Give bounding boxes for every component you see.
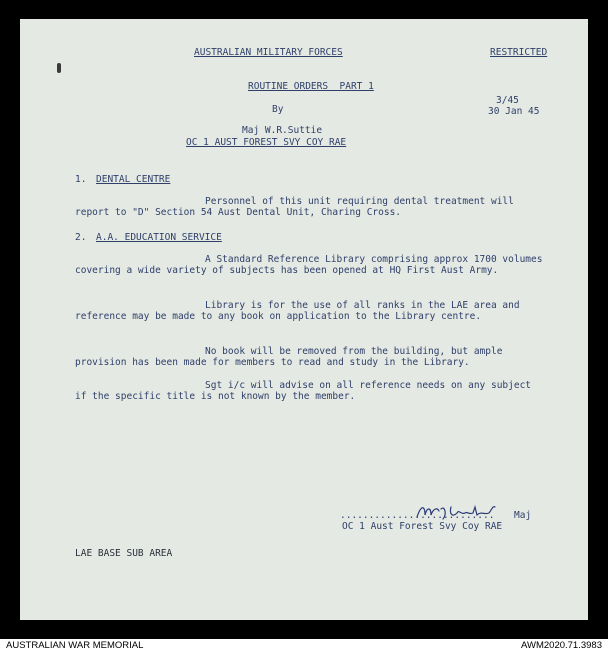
document-page bbox=[20, 19, 588, 620]
paragraph: A Standard Reference Library comprising approx 1700 volumes covering a wide variety of subjects has been opened at HQ First Aust Army. bbox=[75, 254, 543, 276]
paragraph: No book will be removed from the building, but ample provision has been made for members to read and study in the Library. bbox=[75, 346, 503, 368]
location-label: LAE BASE SUB AREA bbox=[75, 548, 173, 559]
paragraph: Library is for the use of all ranks in the LAE area and reference may be made to any book on application to the Library centre. bbox=[75, 300, 520, 322]
paragraph: Sgt i/c will advise on all reference needs on any subject if the specific title is not known by the member. bbox=[75, 380, 532, 402]
document-title: ROUTINE ORDERS PART 1 bbox=[248, 81, 374, 92]
signature-line: ........................... bbox=[340, 510, 495, 521]
officer-name: Maj W.R.Suttie bbox=[242, 125, 323, 136]
punch-hole bbox=[57, 63, 61, 73]
officer-unit: OC 1 AUST FOREST SVY COY RAE bbox=[186, 137, 347, 148]
org-header: AUSTRALIAN MILITARY FORCES bbox=[194, 47, 343, 58]
footer-credit: AUSTRALIAN WAR MEMORIAL bbox=[6, 640, 144, 651]
section-number: 1. bbox=[75, 174, 87, 185]
classification-label: RESTRICTED bbox=[490, 47, 548, 58]
footer-bar bbox=[0, 639, 608, 653]
signature-unit: OC 1 Aust Forest Svy Coy RAE bbox=[342, 521, 503, 532]
order-number: 3/45 bbox=[496, 95, 519, 106]
paragraph: Personnel of this unit requiring dental treatment will report to "D" Section 54 Aust Dental Unit, Charing Cross. bbox=[75, 196, 514, 218]
section-heading: DENTAL CENTRE bbox=[96, 174, 171, 185]
footer-accession-number: AWM2020.71.3983 bbox=[521, 640, 602, 651]
order-date: 30 Jan 45 bbox=[488, 106, 540, 117]
section-heading: A.A. EDUCATION SERVICE bbox=[96, 232, 222, 243]
section-number: 2. bbox=[75, 232, 87, 243]
by-label: By bbox=[272, 104, 284, 115]
signature-rank: Maj bbox=[514, 510, 532, 521]
